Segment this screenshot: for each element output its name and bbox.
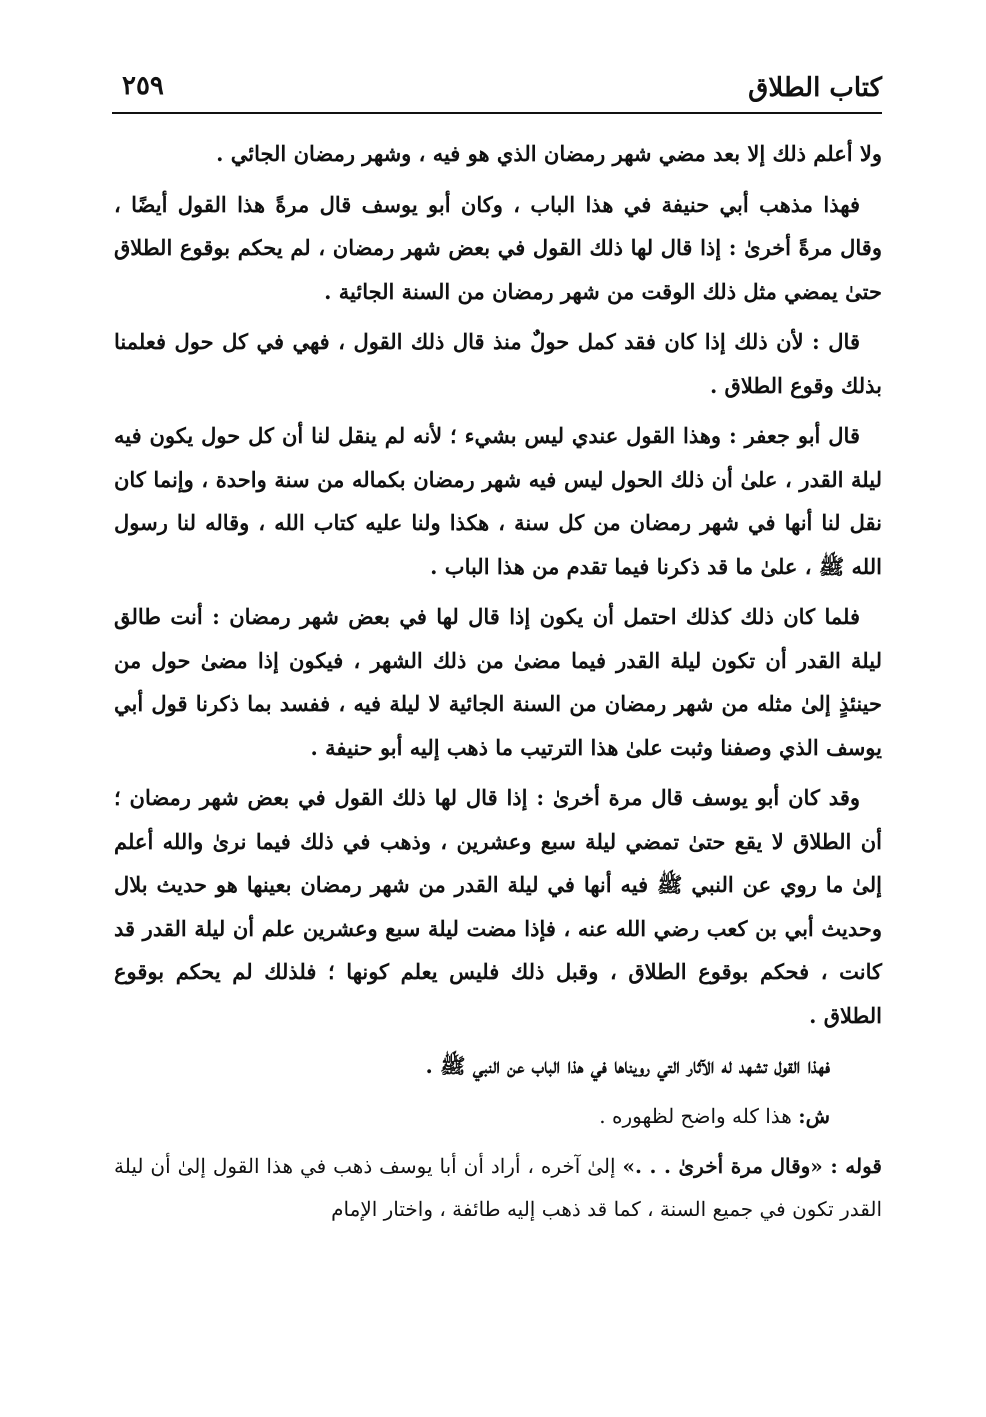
paragraph-4: قال أبو جعفر : وهذا القول عندي ليس بشيء ؛ لأنه لم ينقل لنا أن كل حول يكون فيه ليلة القدر ، علىٰ أن ذلك الحول ليس فيه شهر رمضان بكماله من سنة واحدة ، وإنما كان نقل لنا أنها في شهر رمضان من كل سنة ، هكذا ولنا عليه كتاب الله ، وقاله لنا رسول الله ﷺ ، علىٰ ما قد ذكرنا فيما تقدم من هذا الباب . <box>114 423 882 579</box>
paragraph-7: فهذا القول تشهد له الآثار التي رويناها في هذا الباب عن النبي ﷺ . <box>425 1053 830 1078</box>
commentary-1 <box>114 1095 882 1138</box>
page-header <box>112 62 882 106</box>
commentary-1-lead: ش: <box>798 1103 830 1128</box>
page-number: ٢٥٩ <box>122 71 164 101</box>
commentary-2 <box>114 1145 882 1231</box>
paragraph-3: قال : لأن ذلك إذا كان فقد كمل حولٌ منذ قال ذلك القول ، فهي في كل حول فعلمنا بذلك وقوع الطلاق . <box>114 329 882 398</box>
commentary-2-text: إلىٰ آخره ، أراد أن أبا يوسف ذهب في هذا القول إلىٰ أن ليلة القدر تكون في جميع السنة ، كما قد ذهب إليه طائفة ، واختار الإمام <box>114 1153 882 1221</box>
running-title: كتاب الطلاق <box>748 73 882 103</box>
commentary-1-text: هذا كله واضح لظهوره . <box>599 1103 799 1128</box>
commentary-2-lead: قوله : «وقال مرة أخرىٰ . . .» <box>622 1153 882 1178</box>
main-text <box>114 132 882 1238</box>
paragraph-1: ولا أعلم ذلك إلا بعد مضي شهر رمضان الذي هو فيه ، وشهر رمضان الجائي . <box>216 141 882 166</box>
header-divider <box>112 112 882 114</box>
paragraph-6: وقد كان أبو يوسف قال مرة أخرىٰ : إذا قال لها ذلك القول في بعض شهر رمضان ؛ أن الطلاق لا يقع حتىٰ تمضي ليلة سبع وعشرين ، وذهب في ذلك فيما نرىٰ والله أعلم إلىٰ ما روي عن النبي ﷺ فيه أنها في ليلة القدر من شهر رمضان بعينها هو حديث بلال وحديث أبي بن كعب رضي الله عنه ، فإذا مضت ليلة سبع وعشرين علم أن ليلة القدر قد كانت ، فحكم بوقوع الطلاق ، وقبل ذلك فليس يعلم كونها ؛ فلذلك لم يحكم بوقوع الطلاق . <box>114 785 882 1028</box>
paragraph-5: فلما كان ذلك كذلك احتمل أن يكون إذا قال لها في بعض شهر رمضان : أنت طالق ليلة القدر أن تكون ليلة القدر فيما مضىٰ من ذلك الشهر ، فيكون إذا مضىٰ حول من حينئذٍ إلىٰ مثله من شهر رمضان من السنة الجائية لا ليلة فيه ، ففسد بما ذكرنا قول أبي يوسف الذي وصفنا وثبت علىٰ هذا الترتيب ما ذهب إليه أبو حنيفة . <box>114 604 882 760</box>
paragraph-2: فهذا مذهب أبي حنيفة في هذا الباب ، وكان أبو يوسف قال مرةً هذا القول أيضًا ، وقال مرةً أخرىٰ : إذا قال لها ذلك القول في بعض شهر رمضان ، لم يحكم بوقوع الطلاق حتىٰ يمضي مثل ذلك الوقت من شهر رمضان من السنة الجائية . <box>114 191 882 304</box>
